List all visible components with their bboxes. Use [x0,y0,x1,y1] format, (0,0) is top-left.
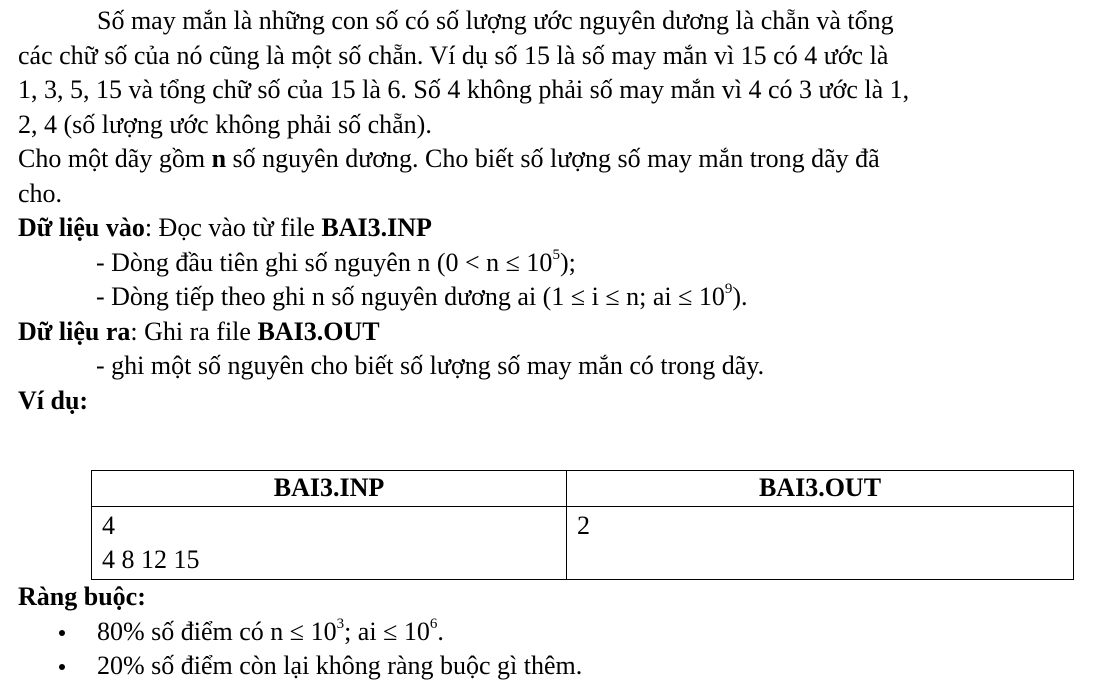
constraint-1-sup-1: 3 [336,615,345,632]
example-heading [18,384,1088,419]
example-output-cell [567,507,1074,580]
example-input-line-2: 4 8 12 15 [102,545,200,574]
example-table [91,470,1074,580]
output-file: BAI3.OUT [257,316,380,346]
output-label: Dữ liệu ra [18,316,131,346]
problem-statement [18,4,1088,418]
intro-line-1: Số may mắn là những con số có số lượng ước nguyên dương là chẵn và tổng [97,6,894,35]
input-item-2-sup: 9 [724,281,733,298]
input-item-1-text: - Dòng đầu tiên ghi số nguyên n (0 < n ≤ 10 [96,247,553,277]
example-header-row [92,471,1074,507]
constraint-1-text-b: ; ai ≤ 10 [344,616,430,646]
constraint-1-end: . [437,616,444,646]
input-item-1-end: ); [559,247,576,277]
input-text: : Đọc vào từ file [144,213,322,242]
example-input-line-1: 4 [102,511,115,540]
constraints-heading [18,580,1088,615]
task-paragraph [18,142,1088,211]
example-header-output: BAI3.OUT [567,471,1074,507]
intro-line-3: 1, 3, 5, 15 và tổng chữ số của 15 là 6. Số 4 không phải số may mắn vì 4 có 3 ước là 1, [18,75,910,104]
input-item-1-sup: 5 [552,246,560,263]
constraint-item-2 [18,649,1088,684]
task-text-c: cho. [18,178,63,208]
output-item-1 [18,349,1088,384]
example-header-input: BAI3.INP [92,471,567,507]
constraint-1-text: 80% số điểm có n ≤ 10 [97,616,337,646]
input-item-2-end: ). [732,282,748,311]
input-item-2 [18,280,1088,315]
example-output-line-1: 2 [577,511,590,540]
example-input-cell [92,507,567,580]
output-text: : Ghi ra file [130,316,258,346]
intro-paragraph [18,4,1088,142]
input-file: BAI3.INP [321,213,432,242]
intro-line-4: 2, 4 (số lượng ước không phải số chẵn). [18,109,432,139]
constraints-list [18,615,1088,684]
example-label: Ví dụ: [18,385,89,415]
input-label: Dữ liệu vào [18,213,145,242]
intro-line-2: các chữ số của nó cũng là một số chẵn. Ví dụ số 15 là số may mắn vì 15 có 4 ước là [18,40,889,70]
input-heading [18,211,1088,246]
input-item-1 [18,246,1088,281]
constraint-1-sup-2: 6 [429,615,438,632]
output-item-1-text: - ghi một số nguyên cho biết số lượng số may mắn có trong dãy. [96,351,765,380]
constraints-label: Ràng buộc: [18,582,146,611]
constraint-item-1 [18,615,1088,650]
constraint-2-text: 20% số điểm còn lại không ràng buộc gì thêm. [97,651,583,680]
task-n: n [211,144,227,173]
example-data-row [92,507,1074,580]
task-text-b: số nguyên dương. Cho biết số lượng số may mắn trong dãy đã [226,144,880,173]
input-item-2-text: - Dòng tiếp theo ghi n số nguyên dương ai (1 ≤ i ≤ n; ai ≤ 10 [96,282,725,311]
output-heading [18,315,1088,350]
task-text-a: Cho một dãy gồm [18,144,212,173]
constraints-section [18,580,1088,684]
